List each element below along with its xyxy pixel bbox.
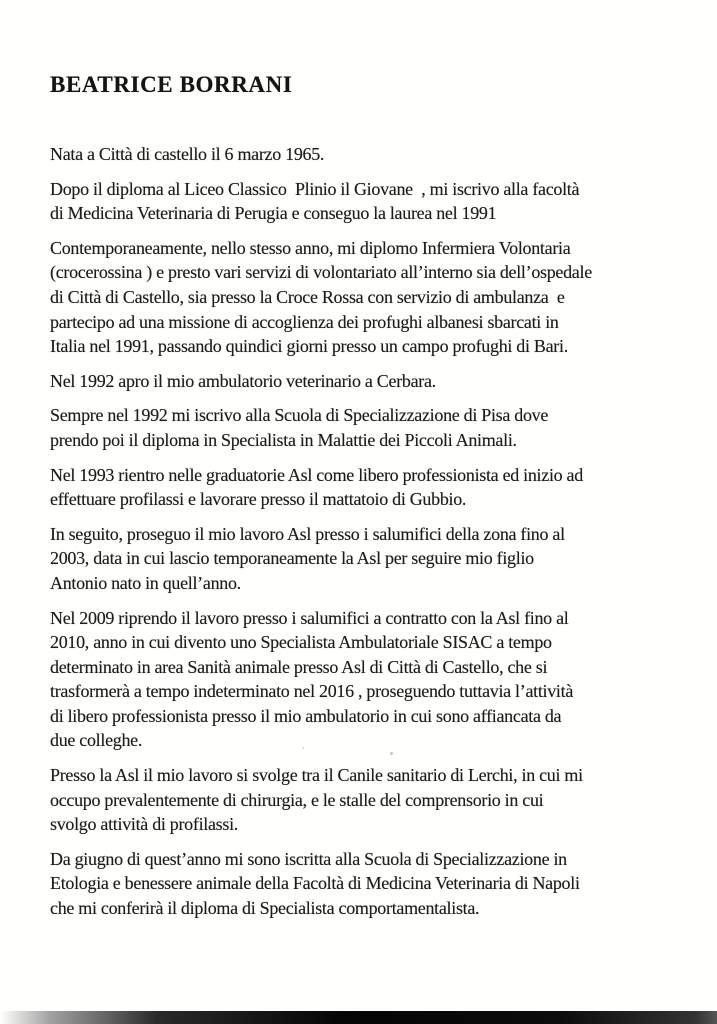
text-line: effettuare profilassi e lavorare presso il mattatoio di Gubbio. [50,489,467,510]
paragraph [50,142,700,167]
paragraph [50,177,700,226]
text-line: Nata a Città di castello il 6 marzo 1965. [50,144,325,164]
paragraph [50,403,700,452]
paragraph [50,847,700,921]
text-line: che mi conferirà il diploma di Specialista comportamentalista. [50,898,480,919]
text-line: di libero professionista presso il mio ambulatorio in cui sono affiancata da [50,705,562,726]
text-line: di Città di Castello, sia presso la Croce Rossa con servizio di ambulanza e [50,286,565,307]
document-body [50,142,700,931]
document-title: BEATRICE BORRANI [50,72,293,97]
text-line: di Medicina Veterinaria di Perugia e conseguo la laurea nel 1991 [50,203,497,224]
text-line: Sempre nel 1992 mi iscrivo alla Scuola di Specializzazione di Pisa dove [50,405,549,426]
scan-speck [390,752,393,755]
text-line: occupo prevalentemente di chirurgia, e le stalle del comprensorio in cui [50,789,544,810]
text-line: Nel 1993 rientro nelle graduatorie Asl come libero professionista ed inizio ad [50,464,583,485]
scan-edge-artifact [0,1011,717,1024]
text-line: 2010, anno in cui divento uno Specialista Ambulatoriale SISAC a tempo [50,632,552,653]
paragraph [50,236,700,359]
text-line: In seguito, proseguo il mio lavoro Asl presso i salumifici della zona fino al [50,523,565,544]
text-line: svolgo attività di profilassi. [50,814,238,835]
text-line: Etologia e benessere animale della Facoltà di Medicina Veterinaria di Napoli [50,873,580,894]
paragraph [50,522,700,596]
text-line: Dopo il diploma al Liceo Classico Plinio il Giovane , mi iscrivo alla facoltà [50,178,580,199]
paragraph [50,463,700,512]
text-line: due colleghe. [50,730,143,751]
text-line: partecipo ad una missione di accoglienza dei profughi albanesi sbarcati in [50,311,559,332]
paragraph [50,763,700,837]
paragraph [50,606,700,754]
text-line: Antonio nato in quell’anno. [50,572,241,593]
text-line: Italia nel 1991, passando quindici giorni presso un campo profughi di Bari. [50,336,568,357]
text-line: 2003, data in cui lascio temporaneamente la Asl per seguire mio figlio [50,548,534,569]
text-line: Nel 1992 apro il mio ambulatorio veterinario a Cerbara. [50,370,436,391]
text-line: Presso la Asl il mio lavoro si svolge tra il Canile sanitario di Lerchi, in cui mi [50,765,583,786]
text-line: Nel 2009 riprendo il lavoro presso i salumifici a contratto con la Asl fino al [50,607,569,628]
text-line: prendo poi il diploma in Specialista in Malattie dei Piccoli Animali. [50,429,517,450]
text-line: trasformerà a tempo indeterminato nel 2016 , proseguendo tuttavia l’attività [50,681,574,702]
text-line: Da giugno di quest’anno mi sono iscritta alla Scuola di Specializzazione in [50,848,567,869]
text-line: Contemporaneamente, nello stesso anno, mi diplomo Infermiera Volontaria [50,237,571,258]
scan-speck [302,747,304,749]
text-line: (crocerossina ) e presto vari servizi di volontariato all’interno sia dell’ospedale [50,262,592,283]
text-line: determinato in area Sanità animale presso Asl di Città di Castello, che si [50,656,548,677]
paragraph [50,369,700,394]
